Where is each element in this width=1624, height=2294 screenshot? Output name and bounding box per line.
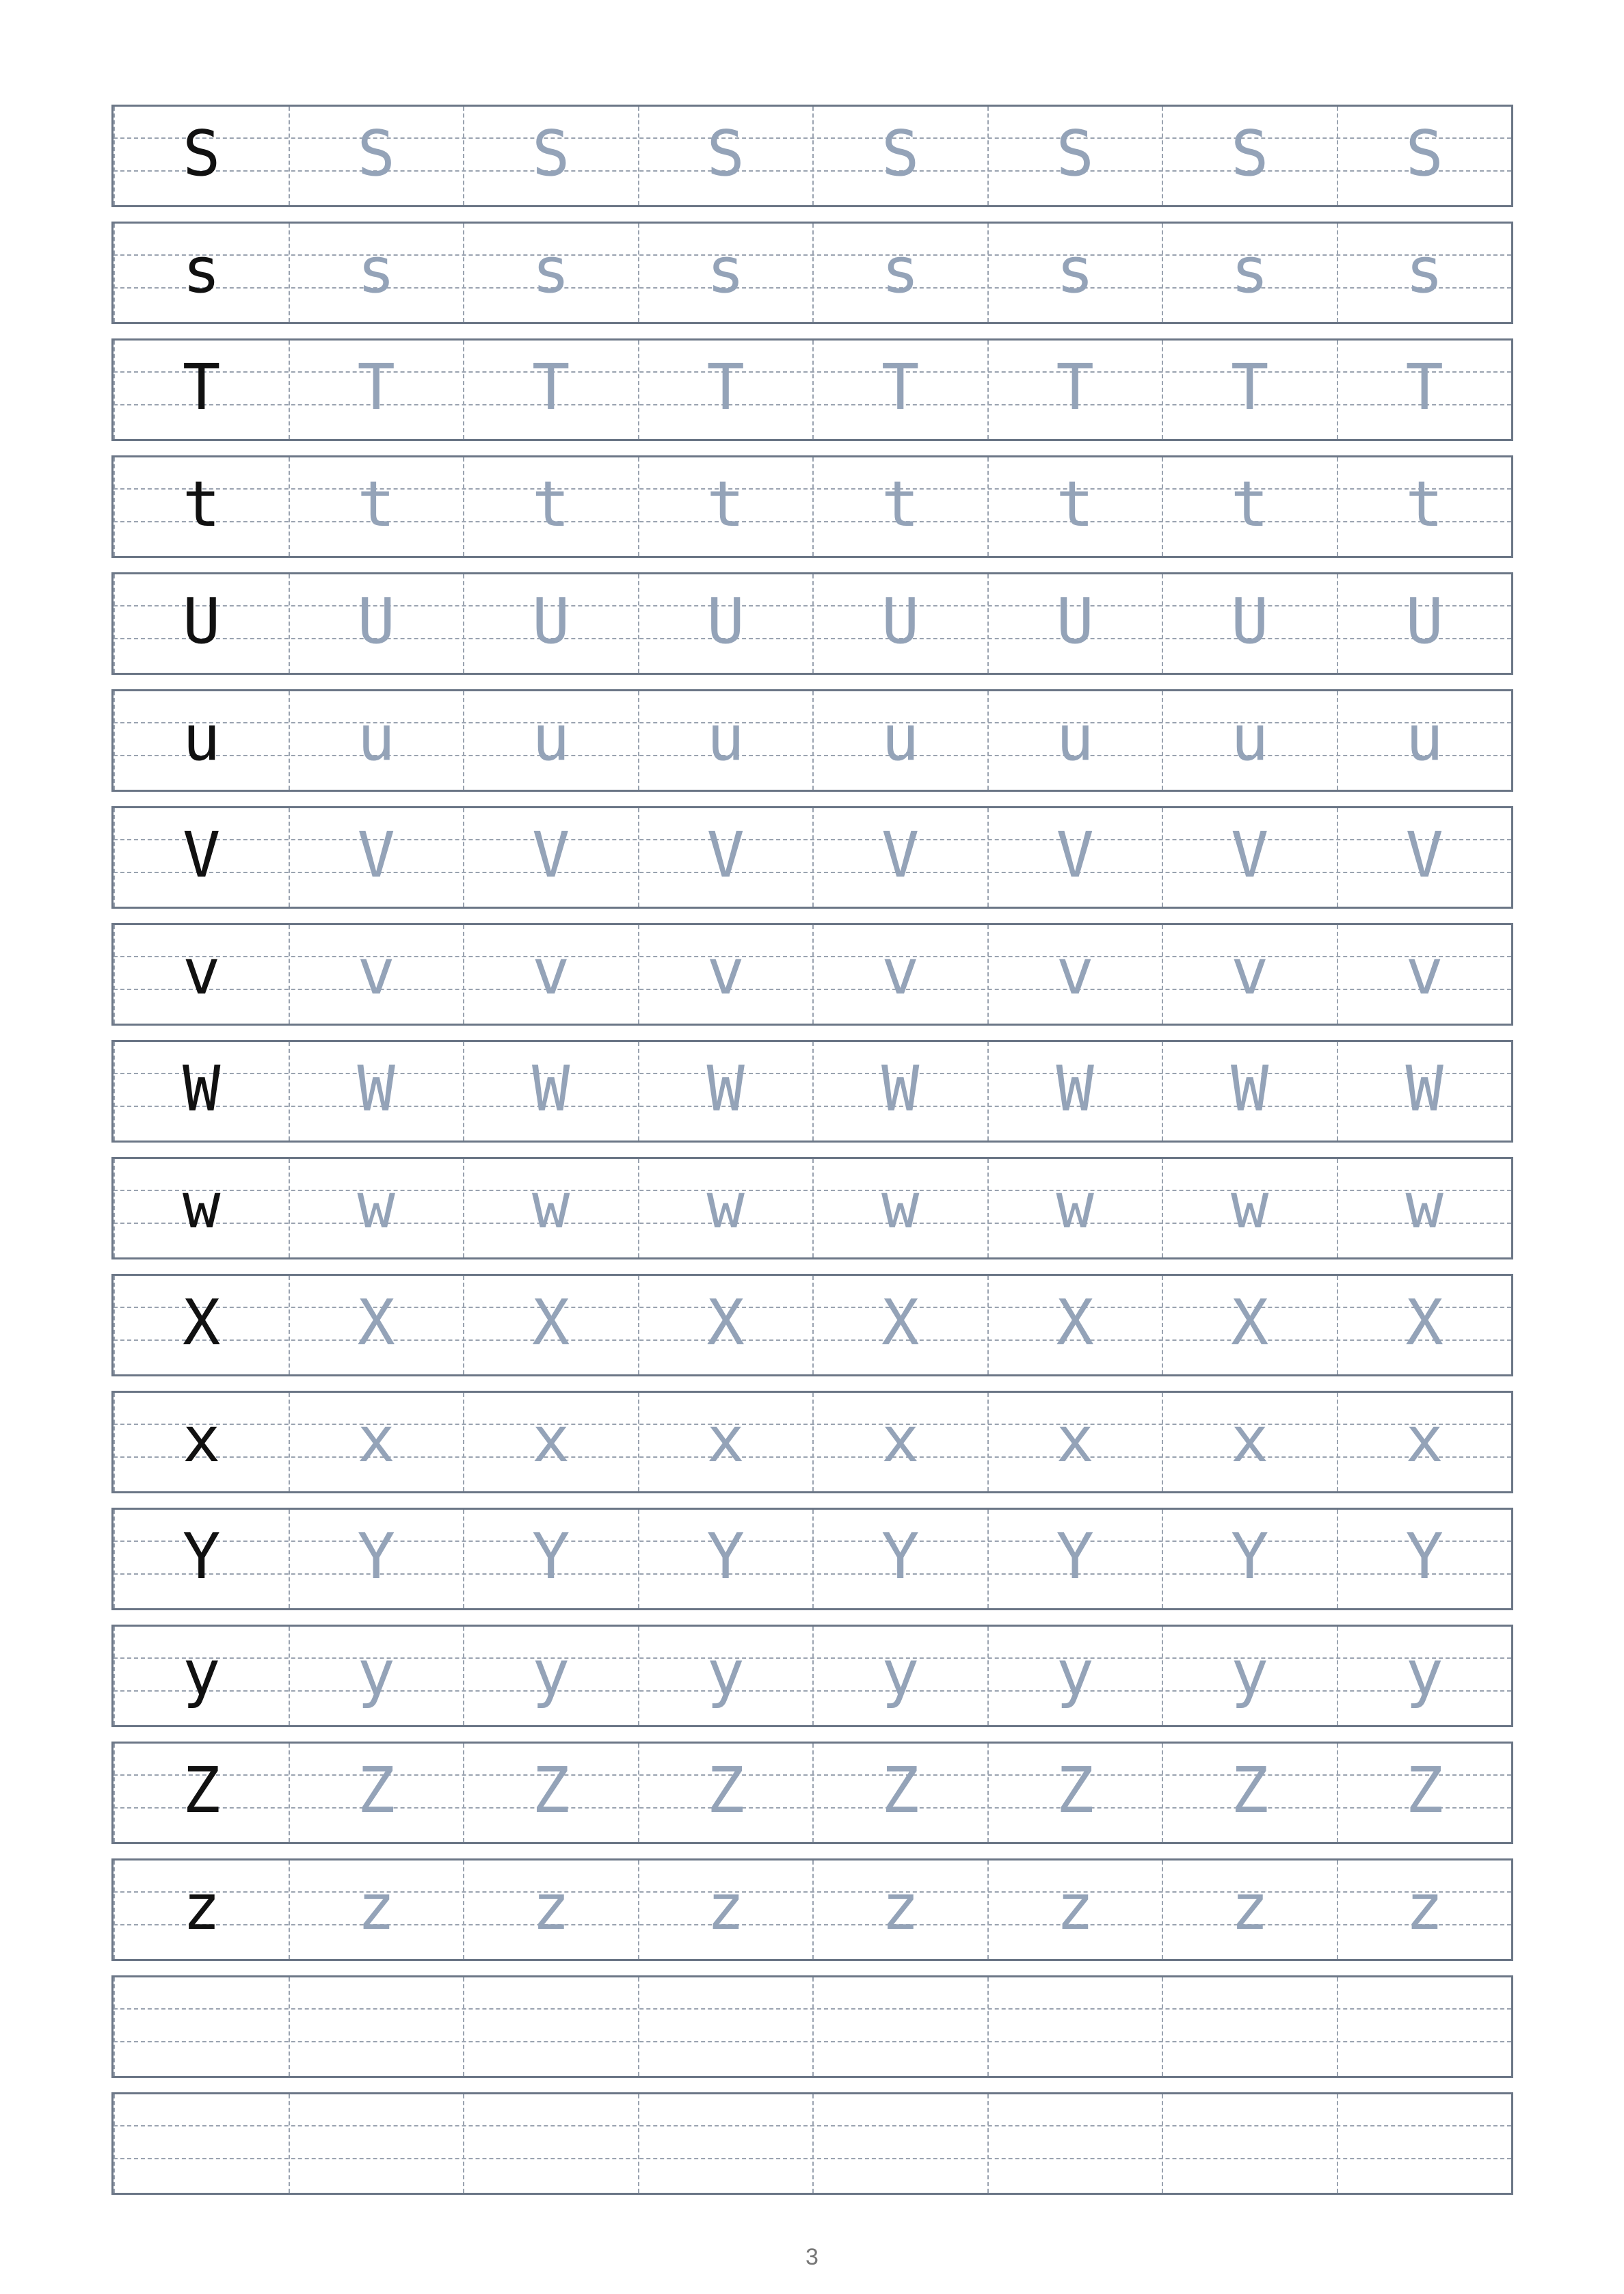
practice-row xyxy=(111,1625,1513,1727)
trace-letter: V xyxy=(881,818,920,892)
trace-letter: x xyxy=(1056,1403,1094,1476)
trace-letter: y xyxy=(532,1637,570,1710)
trace-cell xyxy=(463,1510,638,1608)
trace-letter: t xyxy=(1231,468,1269,541)
trace-cell xyxy=(987,925,1162,1024)
model-letter: T xyxy=(183,351,221,424)
trace-letter: v xyxy=(1056,935,1094,1009)
trace-letter: s xyxy=(1056,234,1094,307)
trace-letter: v xyxy=(1231,935,1269,1009)
trace-cell xyxy=(1337,1159,1512,1257)
trace-cell xyxy=(812,1393,987,1491)
trace-cell xyxy=(463,925,638,1024)
trace-cell xyxy=(638,691,813,790)
model-cell xyxy=(114,2094,289,2193)
trace-letter: X xyxy=(1405,1286,1443,1359)
trace-cell xyxy=(463,341,638,439)
practice-row xyxy=(111,689,1513,792)
trace-cell xyxy=(987,1042,1162,1141)
model-cell xyxy=(114,925,289,1024)
trace-letter: S xyxy=(1056,117,1094,190)
trace-letter: S xyxy=(706,117,745,190)
trace-letter: s xyxy=(1231,234,1269,307)
trace-cell xyxy=(1162,2094,1337,2193)
trace-cell xyxy=(1337,457,1512,556)
trace-cell xyxy=(812,457,987,556)
trace-letter: T xyxy=(706,351,745,424)
trace-cell xyxy=(987,1510,1162,1608)
trace-cell xyxy=(987,1744,1162,1842)
trace-letter: s xyxy=(357,234,395,307)
trace-letter: Z xyxy=(1056,1754,1094,1827)
practice-row xyxy=(111,222,1513,324)
trace-letter: U xyxy=(881,585,920,658)
trace-letter: V xyxy=(1231,818,1269,892)
trace-cell xyxy=(289,691,464,790)
trace-letter: w xyxy=(1056,1169,1094,1242)
model-cell xyxy=(114,1860,289,1959)
trace-cell xyxy=(812,1860,987,1959)
trace-letter: T xyxy=(532,351,570,424)
trace-letter: w xyxy=(1405,1169,1443,1242)
trace-cell xyxy=(289,1393,464,1491)
trace-letter: Y xyxy=(706,1520,745,1593)
trace-cell xyxy=(289,1159,464,1257)
practice-row xyxy=(111,455,1513,558)
trace-cell xyxy=(463,457,638,556)
trace-letter: Z xyxy=(706,1754,745,1827)
trace-cell xyxy=(463,1042,638,1141)
trace-cell xyxy=(1162,1276,1337,1374)
practice-row xyxy=(111,1742,1513,1844)
trace-cell xyxy=(1337,107,1512,205)
trace-cell xyxy=(638,925,813,1024)
model-cell xyxy=(114,1744,289,1842)
trace-cell xyxy=(289,1510,464,1608)
trace-cell xyxy=(1162,224,1337,322)
trace-cell xyxy=(463,1276,638,1374)
trace-letter: V xyxy=(1056,818,1094,892)
trace-letter: S xyxy=(532,117,570,190)
trace-cell xyxy=(289,808,464,907)
trace-letter: z xyxy=(1056,1871,1094,1944)
trace-cell xyxy=(987,808,1162,907)
trace-cell xyxy=(812,808,987,907)
trace-cell xyxy=(812,224,987,322)
trace-cell xyxy=(987,2094,1162,2193)
trace-cell xyxy=(812,1977,987,2076)
trace-cell xyxy=(1337,2094,1512,2193)
trace-cell xyxy=(812,1159,987,1257)
model-cell xyxy=(114,574,289,673)
trace-letter: T xyxy=(1056,351,1094,424)
trace-cell xyxy=(1162,1860,1337,1959)
trace-letter: Z xyxy=(1405,1754,1443,1827)
practice-row xyxy=(111,338,1513,441)
trace-letter: W xyxy=(1231,1052,1269,1125)
trace-cell xyxy=(289,1860,464,1959)
trace-letter: Y xyxy=(1405,1520,1443,1593)
trace-cell xyxy=(463,107,638,205)
trace-cell xyxy=(1337,1276,1512,1374)
trace-letter: U xyxy=(706,585,745,658)
trace-cell xyxy=(463,1744,638,1842)
trace-cell xyxy=(463,1860,638,1959)
trace-cell xyxy=(289,574,464,673)
trace-cell xyxy=(638,224,813,322)
trace-cell xyxy=(638,1393,813,1491)
model-cell xyxy=(114,1977,289,2076)
trace-cell xyxy=(987,1393,1162,1491)
model-letter: W xyxy=(183,1052,221,1125)
trace-cell xyxy=(1162,1627,1337,1725)
trace-letter: v xyxy=(532,935,570,1009)
trace-cell xyxy=(638,1276,813,1374)
trace-cell xyxy=(1162,1042,1337,1141)
trace-cell xyxy=(1337,574,1512,673)
trace-letter: t xyxy=(1405,468,1443,541)
trace-cell xyxy=(812,925,987,1024)
trace-letter: w xyxy=(357,1169,395,1242)
practice-row xyxy=(111,1391,1513,1493)
model-letter: y xyxy=(183,1637,221,1710)
trace-cell xyxy=(289,1042,464,1141)
trace-cell xyxy=(987,224,1162,322)
trace-cell xyxy=(1162,1977,1337,2076)
trace-letter: x xyxy=(1231,1403,1269,1476)
trace-cell xyxy=(1337,691,1512,790)
model-letter: X xyxy=(183,1286,221,1359)
trace-letter: V xyxy=(706,818,745,892)
trace-letter: X xyxy=(1056,1286,1094,1359)
trace-cell xyxy=(1337,1393,1512,1491)
trace-letter: U xyxy=(357,585,395,658)
trace-letter: u xyxy=(357,702,395,775)
trace-letter: x xyxy=(706,1403,745,1476)
trace-letter: v xyxy=(881,935,920,1009)
trace-cell xyxy=(1162,1744,1337,1842)
trace-letter: s xyxy=(706,234,745,307)
trace-letter: z xyxy=(1231,1871,1269,1944)
trace-cell xyxy=(812,1510,987,1608)
trace-letter: u xyxy=(1231,702,1269,775)
trace-letter: X xyxy=(1231,1286,1269,1359)
trace-letter: U xyxy=(1056,585,1094,658)
model-cell xyxy=(114,1159,289,1257)
trace-letter: u xyxy=(532,702,570,775)
trace-cell xyxy=(987,691,1162,790)
trace-letter: y xyxy=(1231,1637,1269,1710)
trace-cell xyxy=(463,691,638,790)
trace-letter: T xyxy=(881,351,920,424)
trace-cell xyxy=(463,1159,638,1257)
trace-cell xyxy=(1162,574,1337,673)
trace-letter: S xyxy=(1231,117,1269,190)
practice-row xyxy=(111,572,1513,675)
trace-letter: t xyxy=(1056,468,1094,541)
model-cell xyxy=(114,1393,289,1491)
trace-letter: s xyxy=(1405,234,1443,307)
trace-letter: z xyxy=(881,1871,920,1944)
trace-letter: x xyxy=(1405,1403,1443,1476)
trace-cell xyxy=(1337,224,1512,322)
model-letter: V xyxy=(183,818,221,892)
trace-letter: S xyxy=(1405,117,1443,190)
trace-cell xyxy=(987,1860,1162,1959)
trace-cell xyxy=(463,1977,638,2076)
trace-cell xyxy=(1162,691,1337,790)
trace-cell xyxy=(1162,808,1337,907)
handwriting-worksheet xyxy=(111,105,1513,2209)
trace-cell xyxy=(289,457,464,556)
trace-cell xyxy=(638,1042,813,1141)
trace-letter: W xyxy=(1056,1052,1094,1125)
trace-letter: Z xyxy=(532,1754,570,1827)
model-letter: z xyxy=(183,1871,221,1944)
trace-letter: s xyxy=(532,234,570,307)
trace-cell xyxy=(812,107,987,205)
trace-cell xyxy=(289,2094,464,2193)
trace-letter: u xyxy=(881,702,920,775)
trace-cell xyxy=(289,107,464,205)
trace-letter: z xyxy=(1405,1871,1443,1944)
trace-letter: W xyxy=(532,1052,570,1125)
trace-cell xyxy=(463,224,638,322)
trace-letter: V xyxy=(357,818,395,892)
trace-letter: S xyxy=(357,117,395,190)
trace-cell xyxy=(812,574,987,673)
model-cell xyxy=(114,1510,289,1608)
trace-cell xyxy=(463,1627,638,1725)
model-letter: t xyxy=(183,468,221,541)
trace-cell xyxy=(987,1159,1162,1257)
trace-letter: y xyxy=(881,1637,920,1710)
trace-cell xyxy=(987,1276,1162,1374)
trace-letter: t xyxy=(706,468,745,541)
trace-cell xyxy=(638,1159,813,1257)
trace-cell xyxy=(1162,457,1337,556)
model-letter: Z xyxy=(183,1754,221,1827)
trace-cell xyxy=(289,224,464,322)
trace-cell xyxy=(638,1977,813,2076)
trace-cell xyxy=(1162,1159,1337,1257)
trace-cell xyxy=(987,107,1162,205)
model-cell xyxy=(114,107,289,205)
trace-letter: Y xyxy=(532,1520,570,1593)
trace-cell xyxy=(987,1627,1162,1725)
trace-cell xyxy=(812,1627,987,1725)
trace-letter: y xyxy=(1056,1637,1094,1710)
trace-cell xyxy=(1337,1627,1512,1725)
trace-letter: t xyxy=(357,468,395,541)
trace-cell xyxy=(638,457,813,556)
trace-letter: W xyxy=(706,1052,745,1125)
trace-letter: w xyxy=(1231,1169,1269,1242)
practice-row xyxy=(111,1508,1513,1610)
trace-letter: y xyxy=(357,1637,395,1710)
trace-letter: X xyxy=(357,1286,395,1359)
model-cell xyxy=(114,1276,289,1374)
trace-letter: u xyxy=(1405,702,1443,775)
model-letter: S xyxy=(183,117,221,190)
trace-letter: u xyxy=(1056,702,1094,775)
trace-cell xyxy=(812,691,987,790)
trace-cell xyxy=(812,2094,987,2193)
trace-cell xyxy=(1337,1860,1512,1959)
trace-cell xyxy=(812,341,987,439)
trace-cell xyxy=(638,1627,813,1725)
model-letter: s xyxy=(183,234,221,307)
trace-letter: x xyxy=(532,1403,570,1476)
trace-letter: v xyxy=(1405,935,1443,1009)
trace-cell xyxy=(638,1744,813,1842)
trace-letter: X xyxy=(532,1286,570,1359)
trace-letter: t xyxy=(881,468,920,541)
trace-letter: W xyxy=(1405,1052,1443,1125)
trace-cell xyxy=(812,1744,987,1842)
trace-cell xyxy=(638,341,813,439)
trace-cell xyxy=(987,1977,1162,2076)
model-letter: x xyxy=(183,1403,221,1476)
practice-row xyxy=(111,1274,1513,1376)
trace-letter: w xyxy=(706,1169,745,1242)
practice-row xyxy=(111,1040,1513,1143)
trace-cell xyxy=(1337,925,1512,1024)
trace-cell xyxy=(987,457,1162,556)
trace-letter: V xyxy=(532,818,570,892)
trace-cell xyxy=(289,1276,464,1374)
trace-letter: Y xyxy=(357,1520,395,1593)
trace-cell xyxy=(812,1042,987,1141)
trace-letter: x xyxy=(881,1403,920,1476)
practice-row xyxy=(111,2092,1513,2195)
trace-letter: z xyxy=(706,1871,745,1944)
trace-letter: v xyxy=(706,935,745,1009)
model-cell xyxy=(114,1042,289,1141)
trace-letter: u xyxy=(706,702,745,775)
model-cell xyxy=(114,691,289,790)
trace-cell xyxy=(1162,1510,1337,1608)
practice-row xyxy=(111,1157,1513,1259)
trace-letter: Y xyxy=(1056,1520,1094,1593)
trace-cell xyxy=(638,1860,813,1959)
page-number: 3 xyxy=(806,2244,818,2270)
trace-cell xyxy=(638,808,813,907)
trace-cell xyxy=(638,1510,813,1608)
model-letter: Y xyxy=(183,1520,221,1593)
trace-letter: t xyxy=(532,468,570,541)
trace-letter: T xyxy=(357,351,395,424)
model-cell xyxy=(114,457,289,556)
trace-letter: z xyxy=(357,1871,395,1944)
trace-cell xyxy=(463,2094,638,2193)
trace-cell xyxy=(463,574,638,673)
trace-letter: Z xyxy=(1231,1754,1269,1827)
trace-cell xyxy=(1337,808,1512,907)
trace-letter: U xyxy=(1231,585,1269,658)
trace-letter: Z xyxy=(357,1754,395,1827)
trace-letter: U xyxy=(1405,585,1443,658)
trace-letter: T xyxy=(1231,351,1269,424)
model-letter: U xyxy=(183,585,221,658)
trace-letter: W xyxy=(881,1052,920,1125)
model-cell xyxy=(114,808,289,907)
trace-letter: w xyxy=(881,1169,920,1242)
trace-cell xyxy=(638,107,813,205)
trace-cell xyxy=(1162,107,1337,205)
practice-row xyxy=(111,1858,1513,1961)
trace-letter: U xyxy=(532,585,570,658)
trace-cell xyxy=(463,808,638,907)
trace-letter: y xyxy=(706,1637,745,1710)
trace-cell xyxy=(289,341,464,439)
trace-letter: z xyxy=(532,1871,570,1944)
trace-letter: Z xyxy=(881,1754,920,1827)
trace-letter: v xyxy=(357,935,395,1009)
trace-cell xyxy=(1337,1744,1512,1842)
practice-row xyxy=(111,806,1513,909)
practice-row xyxy=(111,1975,1513,2078)
model-cell xyxy=(114,1627,289,1725)
model-letter: w xyxy=(183,1169,221,1242)
trace-cell xyxy=(289,1744,464,1842)
practice-row xyxy=(111,105,1513,207)
trace-cell xyxy=(1337,1042,1512,1141)
practice-row xyxy=(111,923,1513,1026)
trace-cell xyxy=(638,2094,813,2193)
trace-letter: X xyxy=(881,1286,920,1359)
model-letter: v xyxy=(183,935,221,1009)
trace-cell xyxy=(987,341,1162,439)
trace-cell xyxy=(812,1276,987,1374)
trace-letter: W xyxy=(357,1052,395,1125)
trace-letter: s xyxy=(881,234,920,307)
trace-cell xyxy=(638,574,813,673)
trace-cell xyxy=(289,1627,464,1725)
trace-cell xyxy=(289,925,464,1024)
trace-letter: Y xyxy=(881,1520,920,1593)
trace-letter: x xyxy=(357,1403,395,1476)
trace-cell xyxy=(1337,341,1512,439)
trace-cell xyxy=(1337,1510,1512,1608)
trace-letter: Y xyxy=(1231,1520,1269,1593)
model-letter: u xyxy=(183,702,221,775)
trace-cell xyxy=(1162,925,1337,1024)
trace-letter: V xyxy=(1405,818,1443,892)
trace-cell xyxy=(987,574,1162,673)
trace-cell xyxy=(463,1393,638,1491)
model-cell xyxy=(114,224,289,322)
trace-letter: y xyxy=(1405,1637,1443,1710)
trace-letter: T xyxy=(1405,351,1443,424)
trace-cell xyxy=(1162,1393,1337,1491)
trace-cell xyxy=(1162,341,1337,439)
trace-letter: X xyxy=(706,1286,745,1359)
trace-letter: w xyxy=(532,1169,570,1242)
trace-cell xyxy=(1337,1977,1512,2076)
trace-cell xyxy=(289,1977,464,2076)
model-cell xyxy=(114,341,289,439)
trace-letter: S xyxy=(881,117,920,190)
